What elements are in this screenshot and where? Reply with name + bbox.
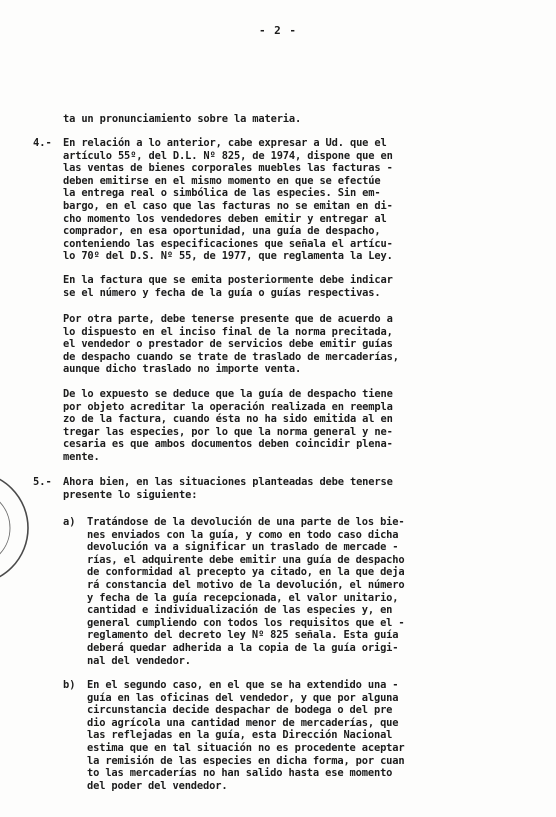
- item-a-text: Tratándose de la devolución de una parte de los bie- nes enviados con la guía, y como en todo caso dicha devolución va a significar un traslado de mercade - rías, el adquirente debe emitir una guía de despacho de conformidad al precepto ya citado, en la que deja rá constancia del motivo de la devolución, el número y fecha de la guía recepcionada, el valor unitario, cantidad e individualización de las especies y, en general cumpliendo con todos los requisitos que el - reglamento del decreto ley Nº 825 señala. Esta guía deberá quedar adherida a la copia de la guía origi- nal del vendedor.: [87, 516, 405, 667]
- section-4-marker: 4.-: [33, 137, 52, 149]
- section-4-paragraph-4: De lo expuesto se deduce que la guía de despacho tiene por objeto acreditar la operación realizada en reempla zo de la factura, cuando ésta no ha sido emitida al en tregar las especies, por lo que la norma general y ne- cesaria es que ambos documentos deben coincidir plena- mente.: [63, 388, 393, 463]
- page-number: - 2 -: [258, 24, 298, 37]
- section-4-paragraph-2: En la factura que se emita posteriormente debe indicar se el número y fecha de la guía o guías respectivas.: [63, 274, 393, 299]
- intro-line: ta un pronunciamiento sobre la materia.: [63, 113, 302, 125]
- official-seal: [0, 468, 36, 588]
- section-5-marker: 5.-: [33, 476, 52, 488]
- section-4-paragraph-3: Por otra parte, debe tenerse presente que de acuerdo a lo dispuesto en el inciso final de la norma precitada, el vendedor o prestador de servicios debe emitir guías de despacho cuando se trate de traslado de mercaderías, aunque dicho traslado no importe venta.: [63, 313, 399, 376]
- item-b-text: En el segundo caso, en el que se ha extendido una - guía en las oficinas del vendedor, y que por alguna circunstancia decide despachar de bodega o del pre dio agrícola una cantidad menor de mercaderías, que las reflejadas en la guía, esta Dirección Nacional estima que en tal situación no es procedente aceptar la remisión de las especies en dicha forma, por cuan to las mercaderías no han salido hasta ese momento del poder del vendedor.: [87, 679, 405, 792]
- item-a-marker: a): [63, 516, 76, 528]
- section-5-intro: Ahora bien, en las situaciones planteadas debe tenerse presente lo siguiente:: [63, 476, 393, 501]
- item-b-marker: b): [63, 679, 76, 691]
- section-4-paragraph-1: En relación a lo anterior, cabe expresar a Ud. que el artículo 55º, del D.L. Nº 825, de 1974, dispone que en las ventas de bienes corporales muebles las facturas - deben emitirse en el mismo momento en que se efectúe la entrega real o simbólica de las especies. Sin em- bargo, en el caso que las facturas no se emitan en di- cho momento los vendedores deben emitir y entregar al comprador, en esa oportunidad, una guía de despacho, conteniendo las especificaciones que señala el artícu- lo 70º del D.S. Nº 55, de 1977, que reglamenta la Ley.: [63, 137, 393, 263]
